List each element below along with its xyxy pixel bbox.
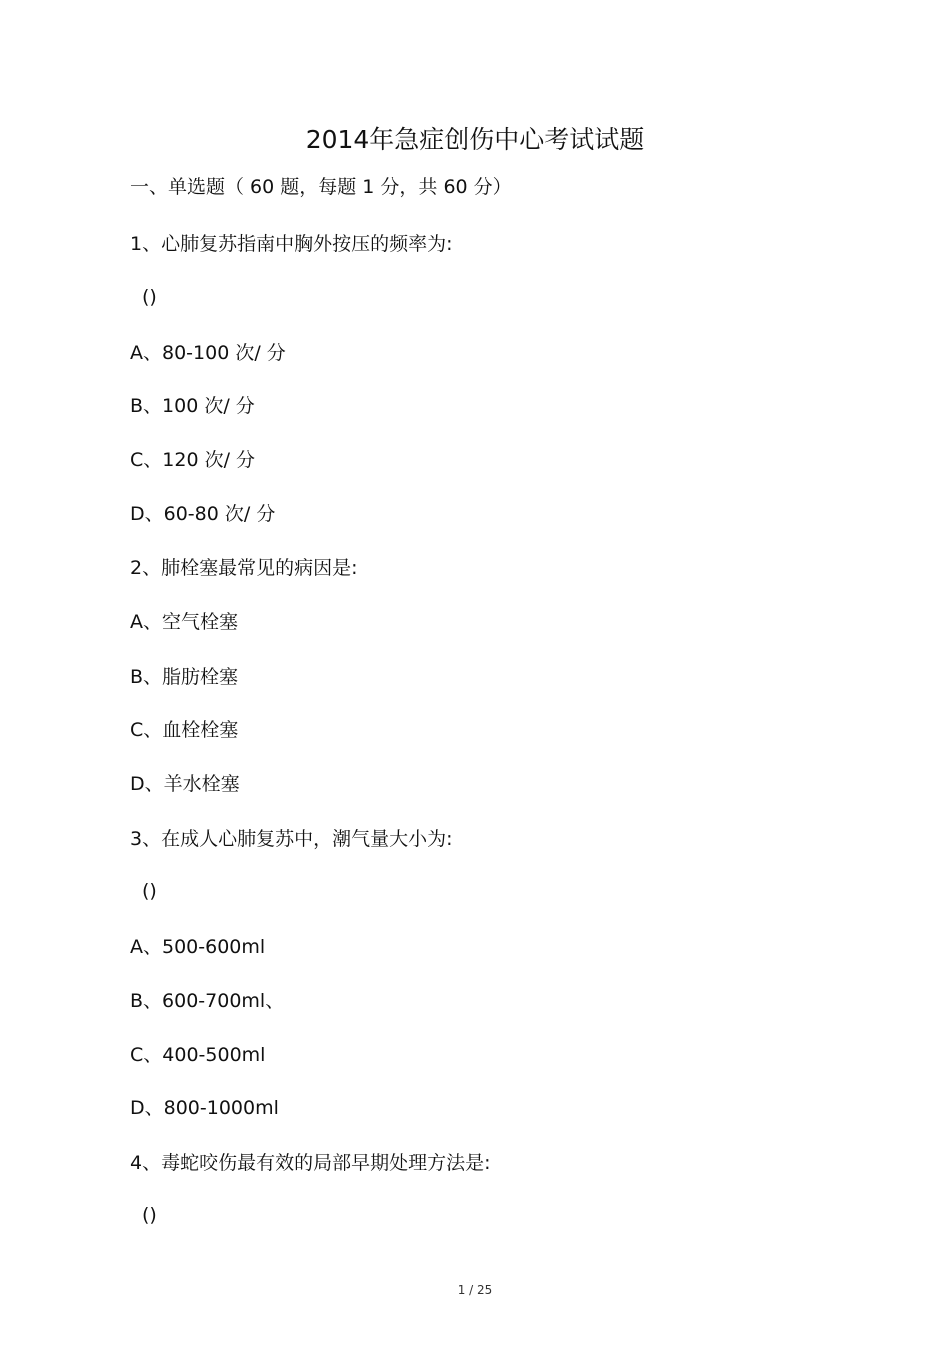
page-number-indicator: 1 / 25 bbox=[457, 1283, 493, 1297]
question-3-option-d: D、800-1000ml bbox=[130, 1097, 279, 1119]
page-title: 2014年急症创伤中心考试试题 bbox=[305, 125, 645, 154]
question-1-option-d: D、60-80 次/ 分 bbox=[130, 503, 276, 525]
question-4-stem: 4、毒蛇咬伤最有效的局部早期处理方法是: bbox=[130, 1152, 491, 1174]
question-1-stem: 1、心肺复苏指南中胸外按压的频率为: bbox=[130, 233, 453, 255]
question-4-answer-blank: () bbox=[142, 1204, 157, 1226]
question-3-option-b: B、600-700ml、 bbox=[130, 990, 285, 1012]
question-1-option-a: A、80-100 次/ 分 bbox=[130, 342, 286, 364]
question-1-answer-blank: () bbox=[142, 286, 157, 308]
question-1-option-b: B、100 次/ 分 bbox=[130, 395, 255, 417]
section-heading: 一、单选题（ 60 题，每题 1 分，共 60 分） bbox=[130, 176, 512, 198]
question-2-stem: 2、肺栓塞最常见的病因是: bbox=[130, 557, 358, 579]
question-2-option-a: A、空气栓塞 bbox=[130, 611, 238, 633]
question-2-option-b: B、脂肪栓塞 bbox=[130, 666, 239, 688]
question-1-option-c: C、120 次/ 分 bbox=[130, 449, 256, 471]
question-3-answer-blank: () bbox=[142, 880, 157, 902]
question-3-stem: 3、在成人心肺复苏中，潮气量大小为: bbox=[130, 828, 453, 850]
question-2-option-d: D、羊水栓塞 bbox=[130, 773, 240, 795]
question-2-option-c: C、血栓栓塞 bbox=[130, 719, 239, 741]
question-3-option-a: A、500-600ml bbox=[130, 936, 266, 958]
question-3-option-c: C、400-500ml bbox=[130, 1044, 266, 1066]
